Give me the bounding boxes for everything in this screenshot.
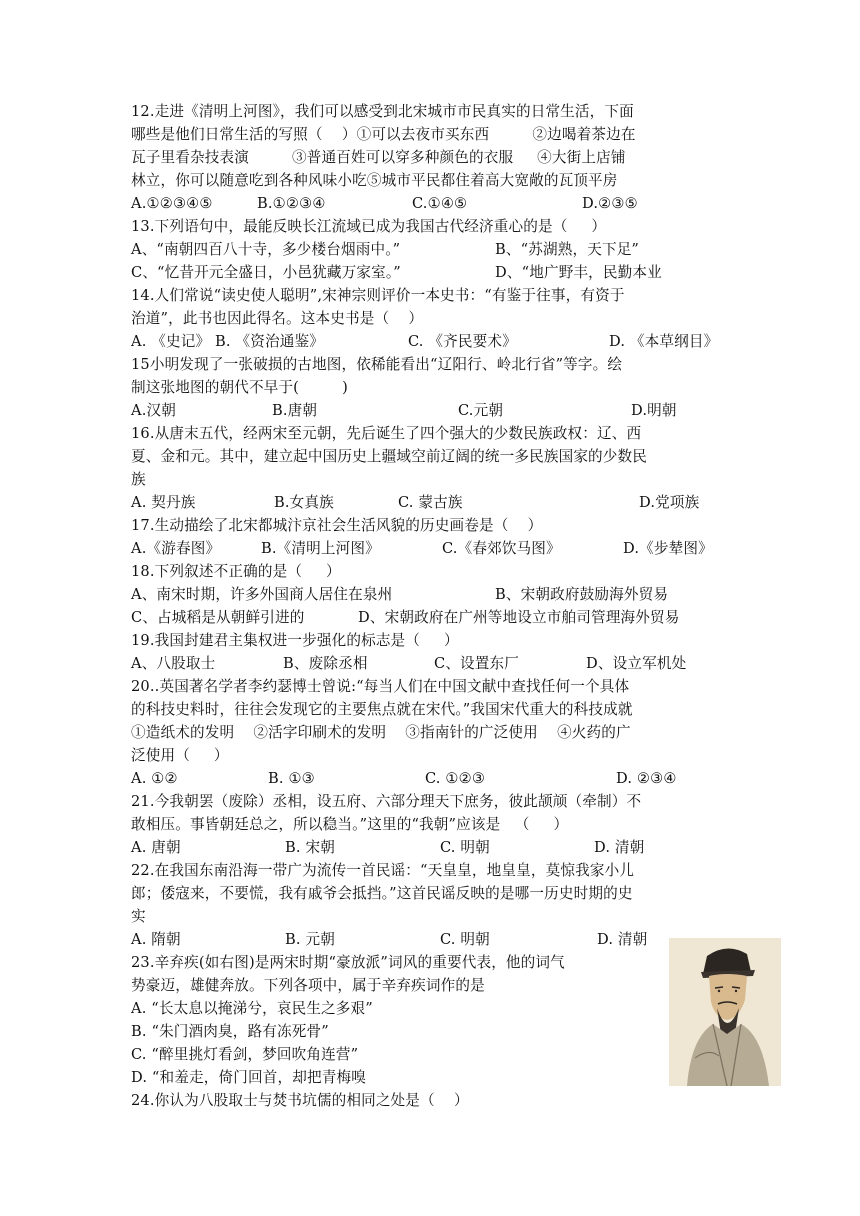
q20-option-c: C. ①②③ — [425, 770, 486, 787]
q18-option-a: A、南宋时期，许多外国商人居住在泉州 — [131, 586, 393, 603]
q20-line2: 的科技史料时，往往会发现它的主要焦点就在宋代。”我国宋代重大的科技成就 — [131, 701, 633, 718]
q15-option-c: C.元朝 — [458, 402, 504, 419]
q22-option-a: A. 隋朝 — [131, 931, 181, 948]
q17-options — [131, 538, 731, 560]
q22-line3: 实 — [131, 908, 146, 925]
q15-option-b: B.唐朝 — [272, 402, 318, 419]
q16-option-d: D.党项族 — [639, 494, 700, 511]
q19-options — [131, 653, 731, 675]
q16-line2: 夏、金和元。其中，建立起中国历史上疆域空前辽阔的统一多民族国家的少数民 — [131, 448, 648, 465]
q22-options — [131, 929, 731, 951]
q23-option-b: B. “朱门酒肉臭，路有冻死骨” — [131, 1023, 329, 1040]
q12-line4: 林立，你可以随意吃到各种风味小吃⑤城市平民都住着高大宽敞的瓦顶平房 — [131, 172, 618, 189]
q18-options-ab — [131, 584, 731, 606]
q18-option-c: C、占城稻是从朝鲜引进的 — [131, 609, 305, 626]
q20-line1: 20..英国著名学者李约瑟博士曾说:“每当人们在中国文献中查找任何一个具体 — [131, 678, 630, 695]
q21-option-b: B. 宋朝 — [285, 839, 335, 856]
q24-stem: 24.你认为八股取士与焚书坑儒的相同之处是（ ） — [131, 1092, 469, 1109]
q12-line2: 哪些是他们日常生活的写照（ ）①可以去夜市买东西 ②边喝着茶边在 — [131, 126, 636, 143]
q20-line3: ①造纸术的发明 ②活字印刷术的发明 ③指南针的广泛使用 ④火药的广 — [131, 724, 631, 741]
q17-option-c: C.《春郊饮马图》 — [442, 540, 561, 557]
q23-line1: 23.辛弃疾(如右图)是两宋时期“豪放派”词风的重要代表，他的词气 — [131, 954, 565, 971]
q14-line2: 治道”，此书也因此得名。这本史书是（ ） — [131, 310, 424, 327]
q20-options — [131, 768, 731, 790]
q13-option-a: A、“南朝四百八十寺，多少楼台烟雨中。” — [131, 241, 401, 258]
q20-option-d: D. ②③④ — [616, 770, 677, 787]
q13-options-cd — [131, 262, 731, 284]
xin-qiji-portrait — [669, 938, 781, 1086]
q12-option-a: A.①②③④⑤ — [131, 195, 213, 212]
q16-option-c: C. 蒙古族 — [398, 494, 463, 511]
q19-option-a: A、八股取士 — [131, 655, 216, 672]
q23-line2: 势豪迈，雄健奔放。下列各项中，属于辛弃疾词作的是 — [131, 977, 485, 994]
q21-option-c: C. 明朝 — [440, 839, 490, 856]
q14-option-ab: A. 《史记》 B. 《资治通鉴》 — [131, 333, 324, 350]
q22-option-b: B. 元朝 — [285, 931, 335, 948]
q19-option-b: B、废除丞相 — [283, 655, 368, 672]
q21-option-a: A. 唐朝 — [131, 839, 181, 856]
q19-option-c: C、设置东厂 — [434, 655, 520, 672]
q12-line3: 瓦子里看杂技表演 ③普通百姓可以穿多种颜色的衣服 ④大街上店铺 — [131, 149, 626, 166]
q15-options — [131, 400, 731, 422]
q19-option-d: D、设立军机处 — [586, 655, 687, 672]
q22-line1: 22.在我国东南沿海一带广为流传一首民谣：“天皇皇，地皇皇，莫惊我家小儿 — [131, 862, 635, 879]
q21-option-d: D. 清朝 — [594, 839, 645, 856]
q15-option-d: D.明朝 — [631, 402, 677, 419]
q17-option-a: A.《游春图》 — [131, 540, 221, 557]
q12-line1: 12.走进《清明上河图》，我们可以感受到北宋城市市民真实的日常生活，下面 — [131, 103, 634, 120]
q18-stem: 18.下列叙述不正确的是（ ） — [131, 563, 341, 580]
q12-option-c: C.①④⑤ — [412, 195, 468, 212]
q18-options-cd — [131, 607, 731, 629]
q23-option-d: D. “和羞走，倚门回首，却把青梅嗅 — [131, 1069, 366, 1086]
q12-option-d: D.②③⑤ — [582, 195, 638, 212]
q22-option-d: D. 清朝 — [597, 931, 648, 948]
q16-option-a: A. 契丹族 — [131, 494, 196, 511]
q18-option-b: B、宋朝政府鼓励海外贸易 — [495, 586, 669, 603]
q20-line4: 泛使用（ ） — [131, 747, 229, 764]
q13-option-c: C、“忆昔开元全盛日，小邑犹藏万家室。” — [131, 264, 401, 281]
q13-option-d: D、“地广野丰，民勤本业 — [495, 264, 662, 281]
q14-line1: 14.人们常说“读史使人聪明”,宋神宗则评价一本史书：“有鉴于往事，有资于 — [131, 287, 625, 304]
q21-line1: 21.今我朝罢（废除）丞相，设五府、六部分理天下庶务，彼此颉颃（牵制）不 — [131, 793, 642, 810]
q15-line2: 制这张地图的朝代不早于( ) — [131, 379, 348, 396]
q14-options — [131, 331, 731, 353]
q15-option-a: A.汉朝 — [131, 402, 176, 419]
q12-options — [131, 193, 731, 215]
q23-option-c: C. “醉里挑灯看剑，梦回吹角连营” — [131, 1046, 359, 1063]
q14-option-d: D. 《本草纲目》 — [609, 333, 719, 350]
q17-stem: 17.生动描绘了北宋都城汴京社会生活风貌的历史画卷是（ ） — [131, 517, 543, 534]
q21-options — [131, 837, 731, 859]
q21-line2: 敢相压。事皆朝廷总之，所以稳当。”这里的“我朝”应该是 （ ） — [131, 816, 569, 833]
q13-options-ab — [131, 239, 731, 261]
q17-option-b: B.《清明上河图》 — [261, 540, 380, 557]
q20-option-b: B. ①③ — [268, 770, 315, 787]
q16-option-b: B.女真族 — [274, 494, 334, 511]
q17-option-d: D.《步辇图》 — [623, 540, 713, 557]
q19-stem: 19.我国封建君主集权进一步强化的标志是（ ） — [131, 632, 459, 649]
q15-line1: 15小明发现了一张破损的古地图，依稀能看出“辽阳行、岭北行省”等字。绘 — [131, 356, 623, 373]
q13-stem: 13.下列语句中，最能反映长江流域已成为我国古代经济重心的是（ ） — [131, 218, 607, 235]
q12-option-b: B.①②③④ — [257, 195, 326, 212]
q16-line3: 族 — [131, 471, 146, 488]
q16-line1: 16.从唐末五代，经两宋至元朝，先后诞生了四个强大的少数民族政权：辽、西 — [131, 425, 642, 442]
q23-option-a: A. “长太息以掩涕兮，哀民生之多艰” — [131, 1000, 373, 1017]
q20-option-a: A. ①② — [131, 770, 178, 787]
q14-option-c: C. 《齐民要术》 — [408, 333, 517, 350]
q16-options — [131, 492, 731, 514]
q18-option-d: D、宋朝政府在广州等地设立市舶司管理海外贸易 — [358, 609, 680, 626]
q22-line2: 郎；倭寇来，不要慌，我有戚爷会抵挡。”这首民谣反映的是哪一历史时期的史 — [131, 885, 633, 902]
q22-option-c: C. 明朝 — [440, 931, 490, 948]
q13-option-b: B、“苏湖熟，天下足” — [495, 241, 640, 258]
